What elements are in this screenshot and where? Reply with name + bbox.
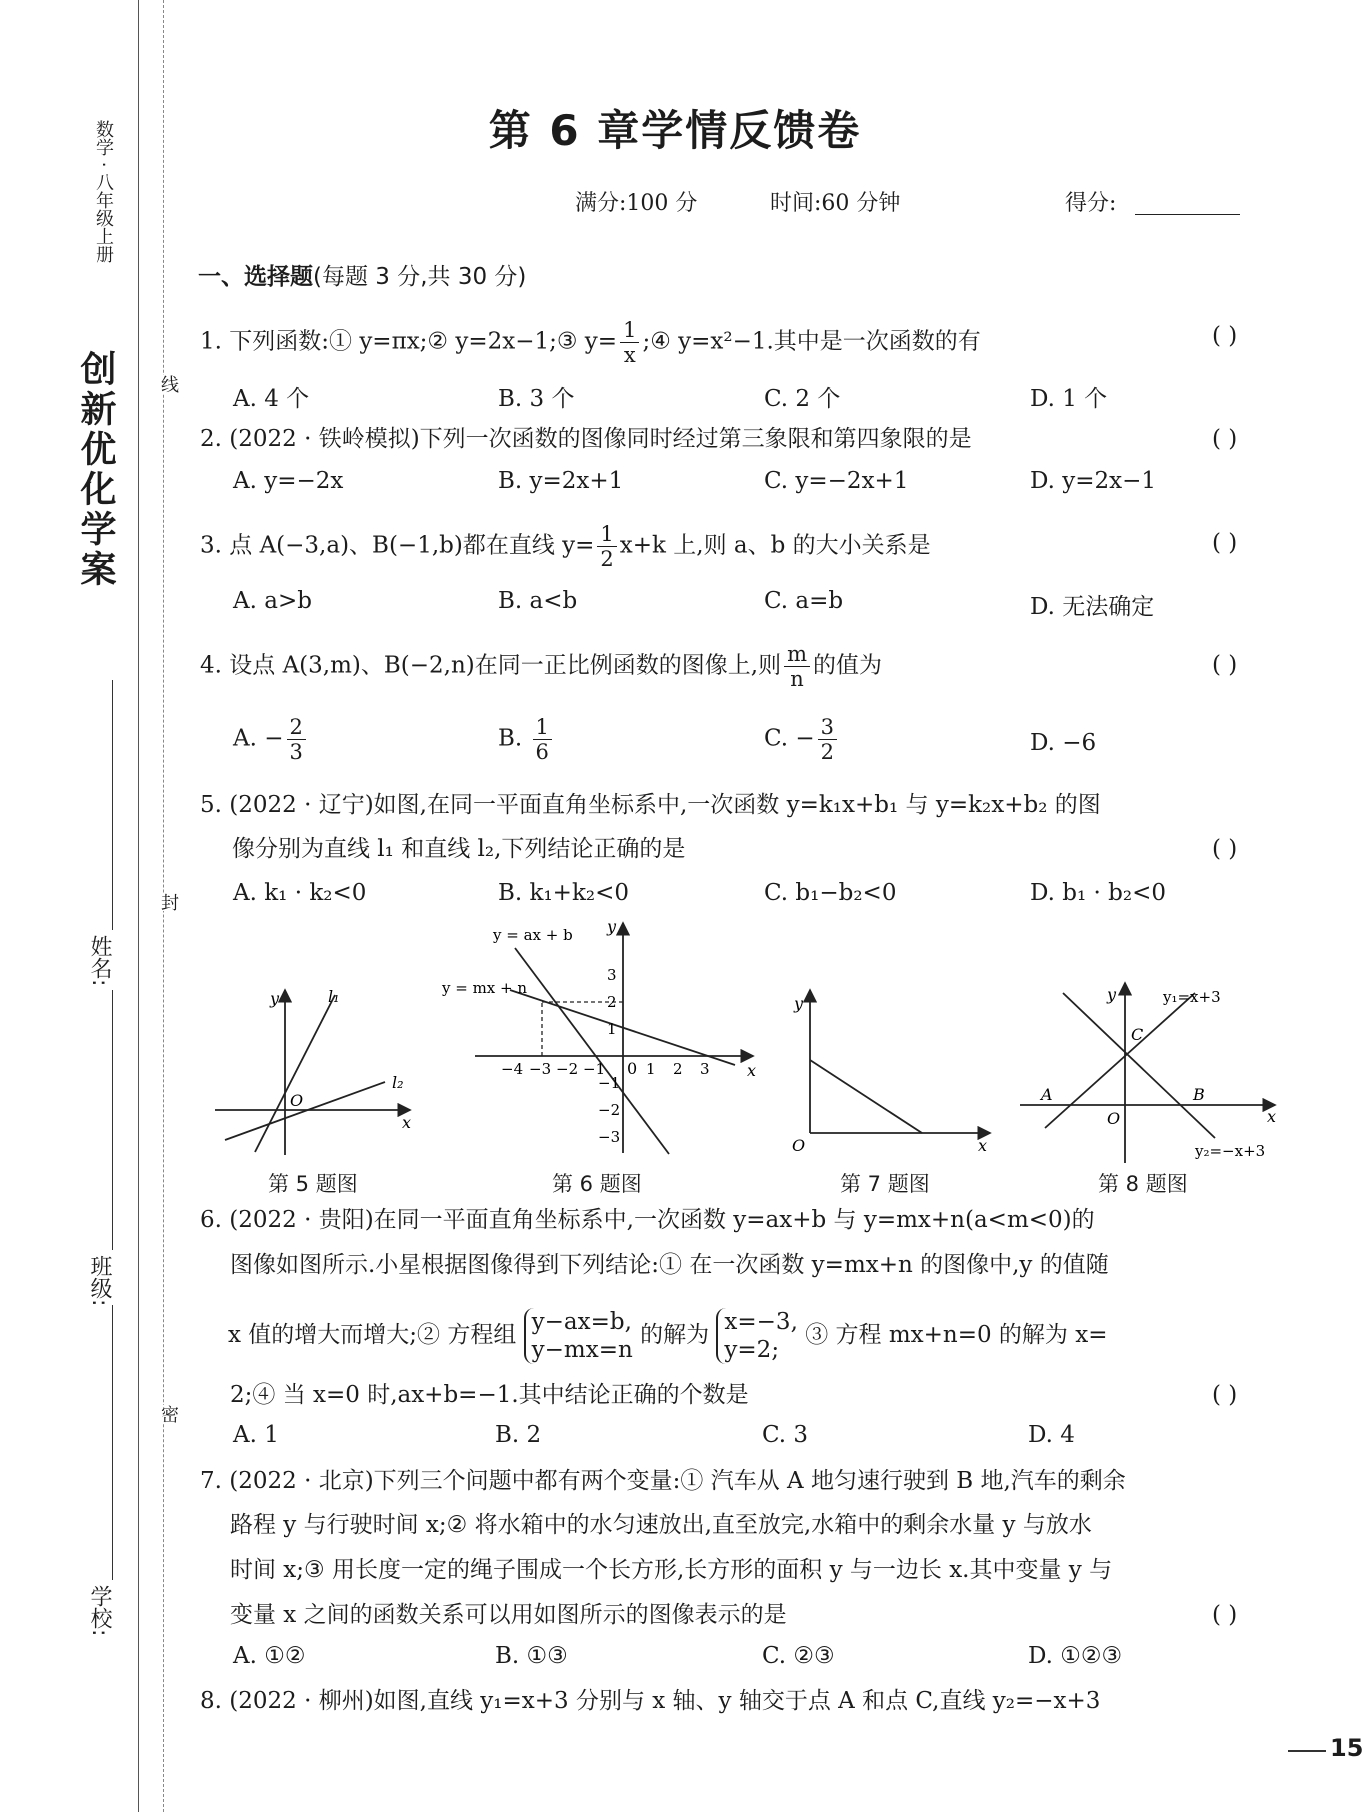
q7-option-c[interactable]: C. ②③ — [762, 1643, 835, 1669]
q4-option-c[interactable]: C. − $\frac{3}{2}$ — [764, 715, 840, 764]
question-7-line-2: 路程 y 与行驶时间 x;② 将水箱中的水匀速放出,直至放完,水箱中的剩余水量 y 与放水 — [230, 1512, 1092, 1538]
answer-blank-7[interactable]: ( ) — [1212, 1602, 1238, 1628]
fig7-segment — [810, 1060, 922, 1133]
subject-label: 数学 · 八年级上册 — [93, 120, 114, 264]
fraction-1-over-2: $\frac{1}{2}$ — [597, 522, 616, 571]
class-field-label: 班级: — [87, 1255, 112, 1307]
figure-8-caption: 第 8 题图 — [1098, 1172, 1188, 1196]
question-1: 1. 下列函数:① y=πx;② y=2x−1;③ y= $\frac{1}{x}$ ;④ y=x²−1.其中是一次函数的有 — [200, 318, 981, 367]
cut-label-secret: 密 — [155, 1405, 181, 1423]
fig6-line-ax-b — [515, 948, 669, 1154]
fig7-x-label: x — [978, 1136, 988, 1155]
fig8-point-c: C — [1131, 1025, 1144, 1044]
fig6-xtick-1: 1 — [646, 1060, 656, 1078]
fig8-line-y1 — [1045, 993, 1195, 1128]
question-6-line-4: 2;④ 当 x=0 时,ax+b=−1.其中结论正确的个数是 — [230, 1382, 749, 1408]
figure-7 — [780, 985, 995, 1160]
question-2: 2. (2022 · 铁岭模拟)下列一次函数的图像同时经过第三象限和第四象限的是 — [200, 426, 972, 452]
fraction-m-over-n: $\frac{m}{n}$ — [784, 642, 810, 691]
cut-label-seal: 封 — [155, 893, 181, 911]
q3-option-a[interactable]: A. a>b — [233, 588, 312, 614]
equation-system-1: y−ax=b, y−mx=n — [524, 1308, 633, 1364]
full-score: 满分:100 分 — [575, 191, 698, 216]
name-field-line[interactable] — [112, 680, 113, 930]
answer-blank-3[interactable]: ( ) — [1212, 530, 1238, 556]
equation-system-2: x=−3, y=2; — [716, 1308, 797, 1364]
fig8-y-label: y — [1107, 985, 1117, 1004]
school-field-line[interactable] — [112, 1305, 113, 1580]
figure-5 — [210, 980, 425, 1160]
section-note: (每题 3 分,共 30 分) — [313, 264, 527, 290]
figure-5-caption: 第 5 题图 — [268, 1172, 358, 1196]
fig7-y-label: y — [794, 994, 804, 1013]
q2-option-a[interactable]: A. y=−2x — [233, 468, 344, 494]
school-field-label: 学校: — [87, 1585, 112, 1637]
time-limit: 时间:60 分钟 — [770, 191, 901, 216]
fig6-ytick-2: 2 — [607, 993, 617, 1011]
q5-option-a[interactable]: A. k₁ · k₂<0 — [233, 880, 367, 906]
page-number: 15 — [1330, 1734, 1363, 1762]
q7-option-d[interactable]: D. ①②③ — [1028, 1643, 1123, 1669]
fig6-xtick--1: −1 — [583, 1060, 606, 1078]
fig6-x-label: x — [747, 1061, 757, 1080]
question-6-line-2: 图像如图所示.小星根据图像得到下列结论:① 在一次函数 y=mx+n 的图像中,y 的值随 — [230, 1252, 1109, 1278]
fig8-origin-label: O — [1107, 1109, 1121, 1128]
fig6-xtick--4: −4 — [501, 1060, 524, 1078]
fig6-ytick--1: −1 — [598, 1074, 621, 1092]
q4-option-b[interactable]: B. $\frac{1}{6}$ — [498, 715, 555, 764]
answer-blank-5[interactable]: ( ) — [1212, 836, 1238, 862]
question-7-line-3: 时间 x;③ 用长度一定的绳子围成一个长方形,长方形的面积 y 与一边长 x.其中变量 y 与 — [230, 1557, 1113, 1583]
q3-option-d[interactable]: D. 无法确定 — [1030, 594, 1155, 620]
answer-blank-6[interactable]: ( ) — [1212, 1382, 1238, 1408]
fig6-label-mx-n: y = mx + n — [442, 979, 528, 997]
figure-7-caption: 第 7 题图 — [840, 1172, 930, 1196]
question-5-line-1: 5. (2022 · 辽宁)如图,在同一平面直角坐标系中,一次函数 y=k₁x+b₁ 与 y=k₂x+b₂ 的图 — [200, 792, 1101, 818]
q2-option-d[interactable]: D. y=2x−1 — [1030, 468, 1157, 494]
q6-option-b[interactable]: B. 2 — [495, 1422, 542, 1448]
fig8-x-label: x — [1267, 1107, 1277, 1126]
page-number-rule — [1288, 1750, 1326, 1752]
figure-6-caption: 第 6 题图 — [552, 1172, 642, 1196]
fig6-ytick--2: −2 — [598, 1101, 621, 1119]
q2-option-b[interactable]: B. y=2x+1 — [498, 468, 624, 494]
q5-option-d[interactable]: D. b₁ · b₂<0 — [1030, 880, 1166, 906]
q1-option-b[interactable]: B. 3 个 — [498, 386, 575, 412]
answer-blank-2[interactable]: ( ) — [1212, 426, 1238, 452]
fig5-y-label: y — [270, 989, 280, 1008]
score-label: 得分: — [1065, 191, 1117, 216]
fig6-label-ax-b: y = ax + b — [493, 926, 573, 944]
score-blank[interactable] — [1135, 214, 1240, 215]
q3-option-b[interactable]: B. a<b — [498, 588, 578, 614]
q5-option-b[interactable]: B. k₁+k₂<0 — [498, 880, 630, 906]
q2-option-c[interactable]: C. y=−2x+1 — [764, 468, 909, 494]
figure-6 — [435, 918, 765, 1158]
page-title: 第 6 章学情反馈卷 — [488, 106, 862, 155]
fig6-xtick--2: −2 — [556, 1060, 579, 1078]
figure-8 — [1015, 978, 1305, 1168]
q1-option-a[interactable]: A. 4 个 — [233, 386, 310, 412]
question-7-line-1: 7. (2022 · 北京)下列三个问题中都有两个变量:① 汽车从 A 地匀速行驶到 B 地,汽车的剩余 — [200, 1468, 1126, 1494]
question-5-line-2: 像分别为直线 l₁ 和直线 l₂,下列结论正确的是 — [232, 836, 686, 862]
fig8-y2-label: y₂=−x+3 — [1195, 1142, 1266, 1160]
fig6-xtick-2: 2 — [673, 1060, 683, 1078]
q5-option-c[interactable]: C. b₁−b₂<0 — [764, 880, 897, 906]
class-field-line[interactable] — [112, 990, 113, 1250]
fig5-x-label: x — [402, 1113, 412, 1132]
q7-option-a[interactable]: A. ①② — [233, 1643, 306, 1669]
binding-line — [138, 0, 139, 1812]
q6-option-d[interactable]: D. 4 — [1028, 1422, 1075, 1448]
fig6-origin: 0 — [627, 1059, 638, 1078]
name-field-label: 姓名: — [87, 935, 112, 987]
answer-blank-1[interactable]: ( ) — [1212, 323, 1238, 349]
fig6-ytick--3: −3 — [598, 1128, 621, 1146]
fig8-line-y2 — [1063, 993, 1215, 1138]
question-3: 3. 点 A(−3,a)、B(−1,b)都在直线 y= $\frac{1}{2}$ x+k 上,则 a、b 的大小关系是 — [200, 522, 931, 571]
fig8-point-b: B — [1193, 1085, 1205, 1104]
answer-blank-4[interactable]: ( ) — [1212, 652, 1238, 678]
question-6-line-1: 6. (2022 · 贵阳)在同一平面直角坐标系中,一次函数 y=ax+b 与 y=mx+n(a<m<0)的 — [200, 1207, 1095, 1233]
q6-option-a[interactable]: A. 1 — [233, 1422, 279, 1448]
fig6-xtick--3: −3 — [529, 1060, 552, 1078]
question-4: 4. 设点 A(3,m)、B(−2,n)在同一正比例函数的图像上,则 $\frac{m}{n}$ 的值为 — [200, 642, 882, 691]
question-6-line-3: x 值的增大而增大;② 方程组 y−ax=b, y−mx=n 的解为 x=−3, y=2; ③ 方程 mx+n=0 的解为 x= — [228, 1309, 1108, 1363]
fig8-y1-label: y₁=x+3 — [1163, 988, 1221, 1006]
brand-logo: 创新优化学案 — [75, 350, 116, 590]
fraction-1-over-x: $\frac{1}{x}$ — [620, 318, 639, 367]
fig6-xtick-3: 3 — [700, 1060, 710, 1078]
q4-option-d[interactable]: D. −6 — [1030, 730, 1097, 756]
fig5-line-l2 — [225, 1082, 385, 1140]
fig6-ytick-1: 1 — [607, 1020, 617, 1038]
fig5-origin-label: O — [290, 1091, 304, 1110]
fig6-ytick-3: 3 — [607, 966, 617, 984]
q3-option-c[interactable]: C. a=b — [764, 588, 844, 614]
fig7-origin-label: O — [792, 1136, 806, 1155]
q6-option-c[interactable]: C. 3 — [762, 1422, 809, 1448]
fig5-l1-label: l₁ — [328, 987, 340, 1006]
fig8-point-a: A — [1041, 1085, 1053, 1104]
q4-option-a[interactable]: A. − $\frac{2}{3}$ — [233, 715, 309, 764]
q1-option-d[interactable]: D. 1 个 — [1030, 386, 1108, 412]
question-8-line-1: 8. (2022 · 柳州)如图,直线 y₁=x+3 分别与 x 轴、y 轴交于点 A 和点 C,直线 y₂=−x+3 — [200, 1688, 1101, 1714]
fig5-line-l1 — [255, 995, 335, 1152]
q1-option-c[interactable]: C. 2 个 — [764, 386, 841, 412]
fig5-l2-label: l₂ — [392, 1073, 404, 1092]
q7-option-b[interactable]: B. ①③ — [495, 1643, 568, 1669]
cut-label-line: 线 — [155, 375, 181, 393]
section-title: 一、选择题(每题 3 分,共 30 分) — [198, 264, 527, 290]
question-7-line-4: 变量 x 之间的函数关系可以用如图所示的图像表示的是 — [230, 1602, 787, 1628]
fig6-y-label: y — [607, 917, 617, 936]
